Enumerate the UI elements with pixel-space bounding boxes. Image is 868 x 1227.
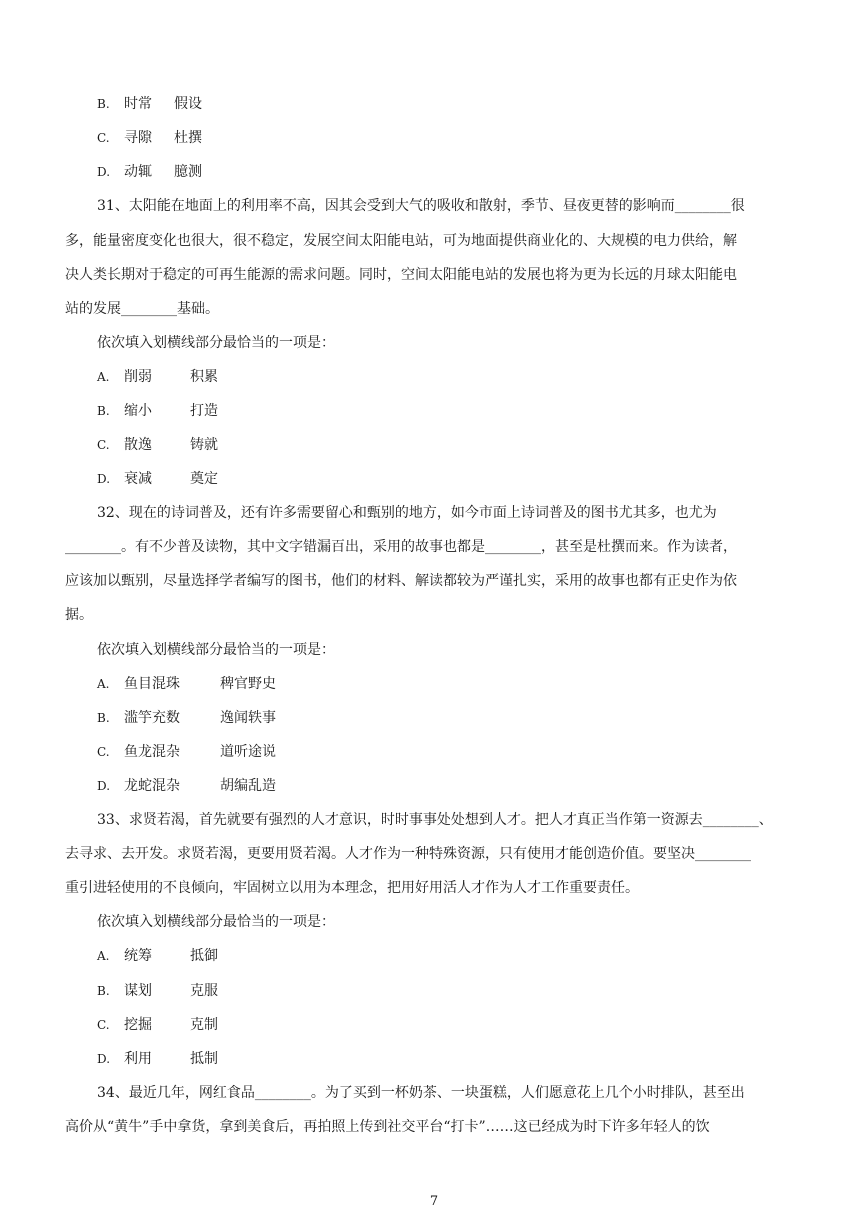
option-word-2: 道听途说 bbox=[220, 744, 276, 760]
option-word-2: 积累 bbox=[190, 369, 218, 385]
q32-option-c bbox=[97, 742, 276, 762]
option-word-1: 时常 bbox=[124, 96, 152, 112]
q34-line-2: 高价从“黄牛”手中拿货，拿到美食后，再拍照上传到社交平台“打卡”……这已经成为时下许多年轻人的饮 bbox=[65, 1119, 710, 1135]
q32-line-3: 应该加以甄别，尽量选择学者编写的图书，他们的材料、解读都较为严谨扎实，采用的故事也都有正史作为依 bbox=[65, 573, 737, 589]
option-word-2: 铸就 bbox=[190, 437, 218, 453]
q33-prompt: 依次填入划横线部分最恰当的一项是： bbox=[97, 914, 335, 930]
option-word-2: 克制 bbox=[190, 1017, 218, 1033]
option-word-1: 谋划 bbox=[124, 983, 152, 999]
option-b bbox=[97, 94, 202, 114]
option-letter: C. bbox=[97, 438, 110, 452]
option-letter: C. bbox=[97, 131, 110, 145]
option-word-1: 统筹 bbox=[124, 948, 152, 964]
q31-prompt: 依次填入划横线部分最恰当的一项是： bbox=[97, 335, 335, 351]
q31-option-d bbox=[97, 469, 218, 489]
q31-option-b bbox=[97, 401, 218, 421]
q33-line-3: 重引进轻使用的不良倾向，牢固树立以用为本理念，把用好用活人才作为人才工作重要责任。 bbox=[65, 880, 639, 896]
q31-option-c bbox=[97, 435, 218, 455]
option-word-2: 假设 bbox=[174, 96, 202, 112]
option-word-1: 动辄 bbox=[124, 164, 152, 180]
option-letter: B. bbox=[97, 984, 110, 998]
option-letter: D. bbox=[97, 779, 111, 793]
option-letter: C. bbox=[97, 1018, 110, 1032]
option-word-2: 稗官野史 bbox=[220, 676, 276, 692]
option-d bbox=[97, 162, 202, 182]
option-word-2: 胡编乱造 bbox=[220, 778, 276, 794]
option-word-2: 抵御 bbox=[190, 948, 218, 964]
q33-line-1: 33、求贤若渴，首先就要有强烈的人才意识，时时事事处处想到人才。把人才真正当作第一资源去________、 bbox=[97, 812, 773, 828]
q33-line-2: 去寻求、去开发。求贤若渴，更要用贤若渴。人才作为一种特殊资源，只有使用才能创造价值。要坚决________ bbox=[65, 846, 751, 862]
option-word-1: 衰减 bbox=[124, 471, 152, 487]
option-word-1: 散逸 bbox=[124, 437, 152, 453]
option-word-2: 奠定 bbox=[190, 471, 218, 487]
option-c bbox=[97, 128, 202, 148]
q32-option-d bbox=[97, 776, 276, 796]
q33-option-c bbox=[97, 1015, 218, 1035]
option-letter: D. bbox=[97, 472, 111, 486]
option-letter: A. bbox=[97, 677, 110, 691]
option-word-1: 滥竽充数 bbox=[124, 710, 180, 726]
option-word-1: 削弱 bbox=[124, 369, 152, 385]
q32-option-a bbox=[97, 674, 276, 694]
q31-line-1: 31、太阳能在地面上的利用率不高，因其会受到大气的吸收和散射，季节、昼夜更替的影响而________很 bbox=[97, 198, 745, 214]
q31-line-2: 多，能量密度变化也很大，很不稳定，发展空间太阳能电站，可为地面提供商业化的、大规模的电力供给，解 bbox=[65, 233, 737, 249]
option-word-1: 挖掘 bbox=[124, 1017, 152, 1033]
option-word-2: 逸闻轶事 bbox=[220, 710, 276, 726]
option-word-1: 龙蛇混杂 bbox=[124, 778, 180, 794]
option-word-2: 杜撰 bbox=[174, 130, 202, 146]
q31-option-a bbox=[97, 367, 218, 387]
option-word-1: 鱼龙混杂 bbox=[124, 744, 180, 760]
option-word-2: 克服 bbox=[190, 983, 218, 999]
option-letter: D. bbox=[97, 1052, 111, 1066]
option-word-1: 鱼目混珠 bbox=[124, 676, 180, 692]
q32-line-4: 据。 bbox=[65, 607, 93, 623]
q32-line-1: 32、现在的诗词普及，还有许多需要留心和甄别的地方，如今市面上诗词普及的图书尤其多，也尤为 bbox=[97, 505, 717, 521]
q34-line-1: 34、最近几年，网红食品________。为了买到一杯奶茶、一块蛋糕，人们愿意花上几个小时排队，甚至出 bbox=[97, 1085, 745, 1101]
q32-line-2: ________。有不少普及读物，其中文字错漏百出，采用的故事也都是________，甚至是杜撰而来。作为读者， bbox=[65, 539, 737, 555]
q33-option-a bbox=[97, 946, 218, 966]
option-letter: B. bbox=[97, 97, 110, 111]
option-letter: D. bbox=[97, 165, 111, 179]
option-letter: C. bbox=[97, 745, 110, 759]
option-word-2: 打造 bbox=[190, 403, 218, 419]
option-letter: B. bbox=[97, 404, 110, 418]
q33-option-b bbox=[97, 981, 218, 1001]
option-word-2: 抵制 bbox=[190, 1051, 218, 1067]
page-number: 7 bbox=[429, 1194, 439, 1209]
option-word-1: 寻隙 bbox=[124, 130, 152, 146]
option-letter: B. bbox=[97, 711, 110, 725]
q32-option-b bbox=[97, 708, 276, 728]
q31-line-4: 站的发展________基础。 bbox=[65, 301, 219, 317]
q33-option-d bbox=[97, 1049, 218, 1069]
option-letter: A. bbox=[97, 949, 110, 963]
q32-prompt: 依次填入划横线部分最恰当的一项是： bbox=[97, 642, 335, 658]
option-word-1: 利用 bbox=[124, 1051, 152, 1067]
q31-line-3: 决人类长期对于稳定的可再生能源的需求问题。同时，空间太阳能电站的发展也将为更为长远的月球太阳能电 bbox=[65, 267, 737, 283]
option-letter: A. bbox=[97, 370, 110, 384]
option-word-1: 缩小 bbox=[124, 403, 152, 419]
option-word-2: 臆测 bbox=[174, 164, 202, 180]
